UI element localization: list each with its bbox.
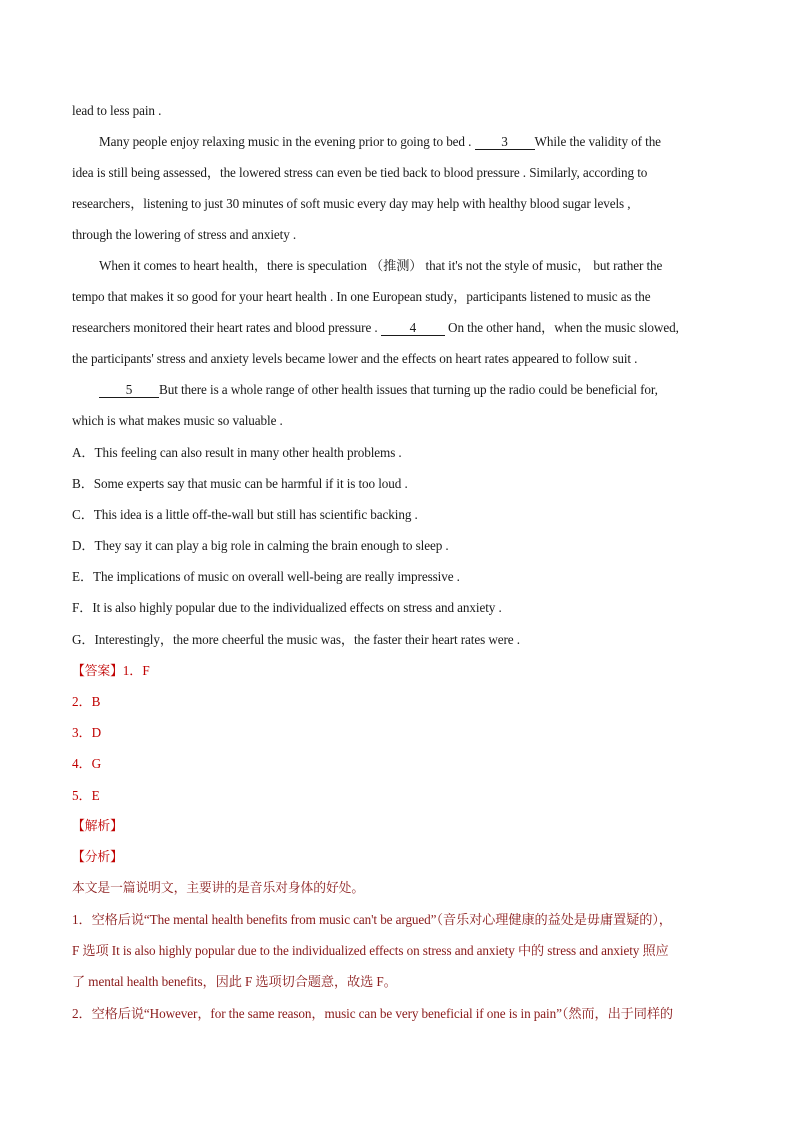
option-b: B．Some experts say that music can be harmful if it is too loud . <box>72 476 408 491</box>
passage-line: idea is still being assessed，the lowered stress can even be tied back to blood pressure . Similarly, according to <box>72 165 648 180</box>
passage-line: through the lowering of stress and anxiety . <box>72 227 297 242</box>
option-g: G．Interestingly，the more cheerful the music was，the faster their heart rates were . <box>72 632 520 647</box>
passage-line <box>99 380 722 400</box>
answer-2: 2．B <box>72 694 101 709</box>
q1-explanation: 1．空格后说“The mental health benefits from music can't be argued”（音乐对心理健康的益处是毋庸置疑的）， <box>72 912 672 927</box>
answer-label: 【答案】 <box>72 664 123 679</box>
sentence-text: While the validity of the <box>534 134 661 149</box>
q2-explanation: 2．空格后说“However，for the same reason，music can be very beneficial if one is in pain”（然而，出于同样的 <box>72 1006 674 1021</box>
passage-line: researchers，listening to just 30 minutes of soft music every day may help with healthy blood sugar levels , <box>72 196 631 211</box>
blank-3: 3 <box>475 134 535 150</box>
passage-line: which is what makes music so valuable . <box>72 413 283 428</box>
sentence-text: But there is a whole range of other health issues that turning up the radio could be beneficial for, <box>159 382 658 397</box>
blank-4: 4 <box>381 320 445 336</box>
analysis-label: 【解析】 <box>72 819 123 834</box>
passage-line <box>72 318 722 338</box>
fenxi-label: 【分析】 <box>72 850 123 865</box>
option-f: F．It is also highly popular due to the individualized effects on stress and anxiety . <box>72 600 502 615</box>
answer-5: 5．E <box>72 788 100 803</box>
passage-line: tempo that makes it so good for your heart health . In one European study，participants listened to music as the <box>72 289 651 304</box>
option-c: C．This idea is a little off-the-wall but still has scientific backing . <box>72 507 418 522</box>
summary-text: 本文是一篇说明文，主要讲的是音乐对身体的好处。 <box>72 881 365 896</box>
option-e: E．The implications of music on overall well-being are really impressive . <box>72 569 460 584</box>
answer-4: 4．G <box>72 756 102 771</box>
answer-1: 1．F <box>122 663 150 678</box>
sentence-text: Many people enjoy relaxing music in the evening prior to going to bed . <box>99 134 472 149</box>
passage-line: lead to less pain . <box>72 103 162 118</box>
option-d: D．They say it can play a big role in calming the brain enough to sleep . <box>72 538 449 553</box>
option-a: A．This feeling can also result in many other health problems . <box>72 445 402 460</box>
sentence-text: researchers monitored their heart rates and blood pressure . <box>72 320 378 335</box>
blank-5: 5 <box>99 382 159 398</box>
sentence-text: On the other hand，when the music slowed, <box>448 320 679 335</box>
answer-line <box>72 661 722 682</box>
q1-explanation: 了 mental health benefits，因此 F 选项切合题意，故选 F。 <box>72 974 397 989</box>
answer-3: 3．D <box>72 725 102 740</box>
passage-line: the participants' stress and anxiety levels became lower and the effects on heart rates appeared to follow suit . <box>72 351 638 366</box>
q1-explanation: F 选项 It is also highly popular due to the individualized effects on stress and anxiety 中的 stress and anxiety 照应 <box>72 943 669 958</box>
passage-line <box>99 132 722 152</box>
passage-line: When it comes to heart health，there is speculation （推测） that it's not the style of music， but rather the <box>99 258 663 273</box>
